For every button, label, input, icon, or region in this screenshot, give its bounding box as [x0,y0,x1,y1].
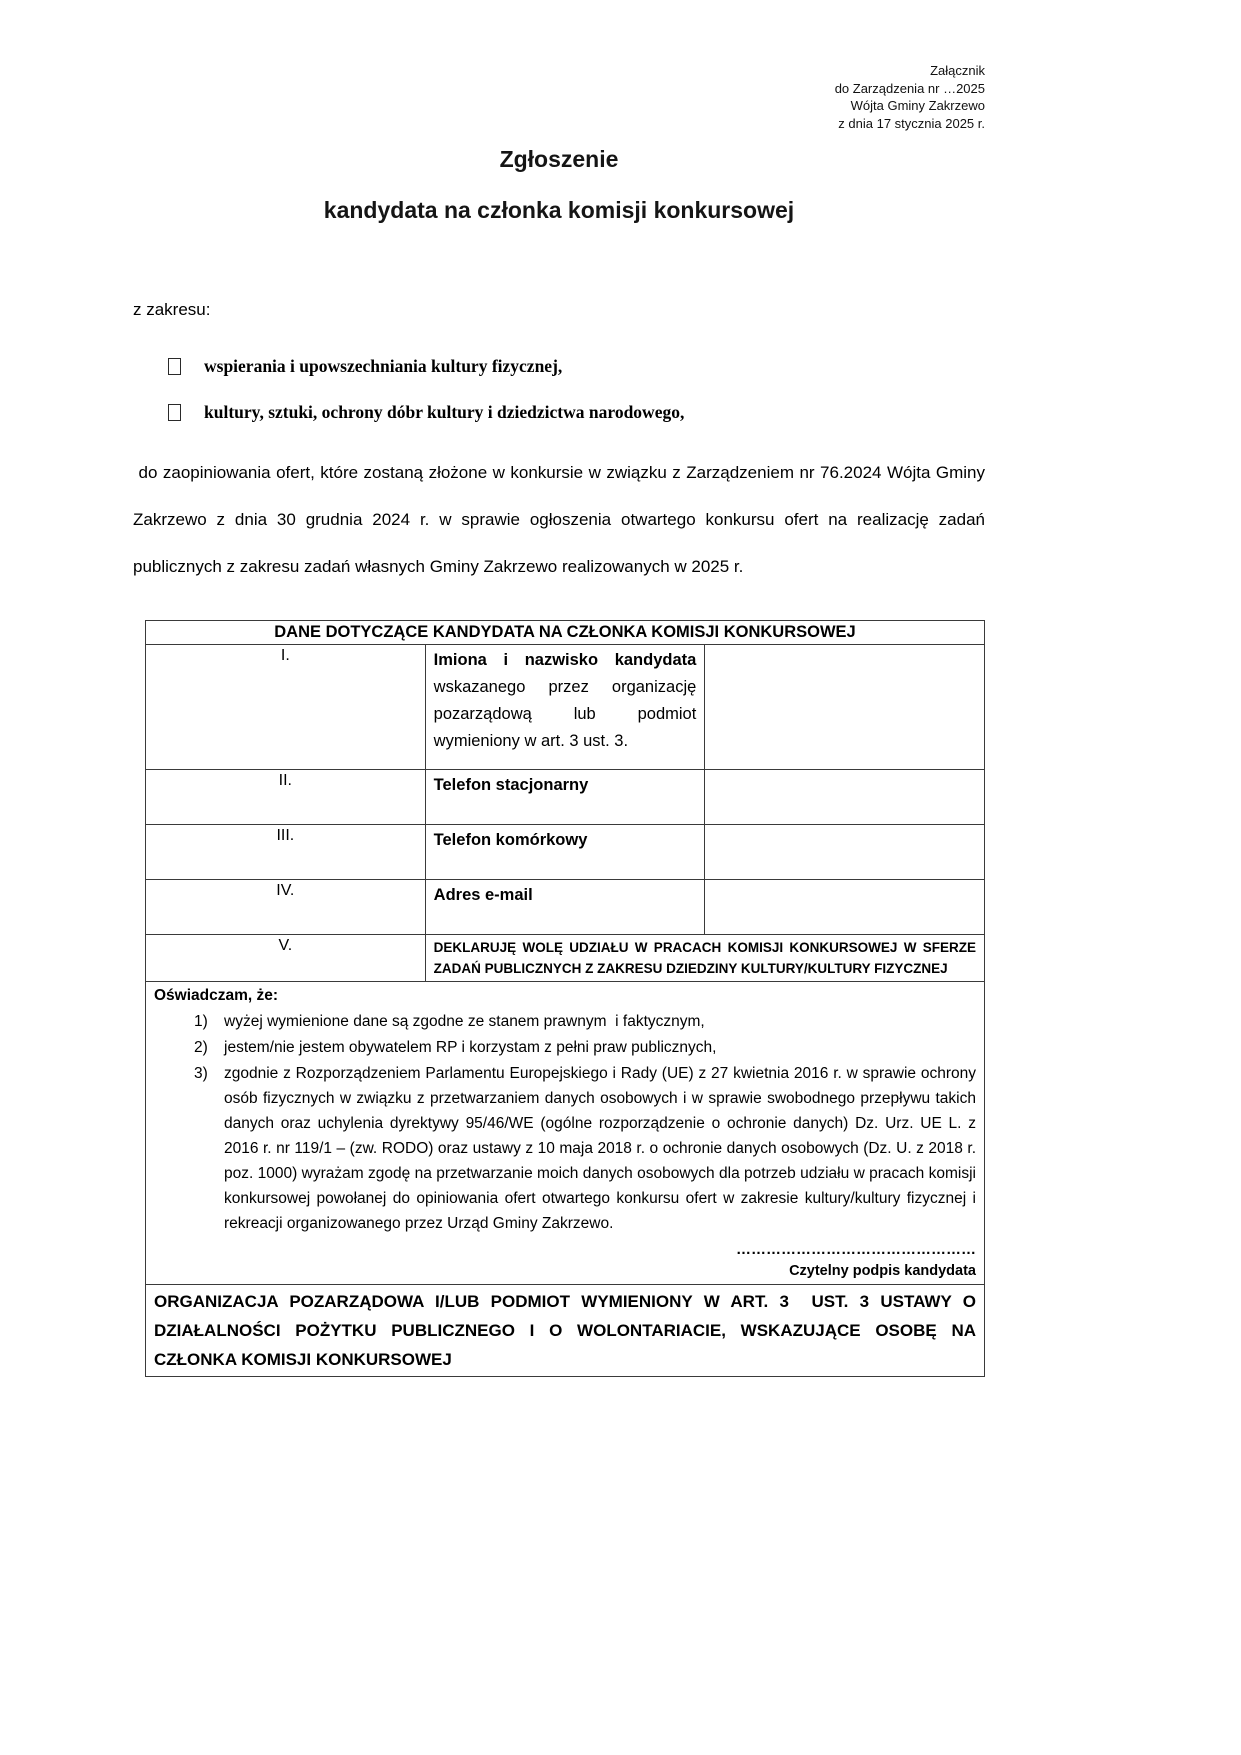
statement-item [154,1009,976,1034]
scope-item [168,402,985,423]
attachment-header-line: Wójta Gminy Zakrzewo [850,98,985,113]
table-title: DANE DOTYCZĄCE KANDYDATA NA CZŁONKA KOMISJI KONKURSOWEJ [146,621,985,645]
row-label [425,825,705,880]
statement-item-number: 3) [194,1065,208,1082]
row-label-bold: Imiona i nazwisko kandydata [433,651,697,669]
row-label [425,645,705,770]
checkbox-icon[interactable] [168,358,181,375]
statement-item-text: wyżej wymienione dane są zgodne ze stanem prawnym i faktycznym, [224,1013,705,1030]
table-header-row [146,621,985,645]
scope-item-text: kultury, sztuki, ochrony dóbr kultury i dziedzictwa narodowego, [204,402,685,422]
signature-line[interactable]: ………………………………………… [736,1241,976,1258]
document-title: Zgłoszenie [499,146,619,172]
statement-item-number: 2) [194,1039,208,1056]
statement-item [154,1061,981,1236]
declaration-row [146,935,985,982]
scope-label: z zakresu: [133,300,211,319]
table-row [146,825,985,880]
row-number: II. [146,770,426,825]
row-number: IV. [146,880,426,935]
row-number: V. [146,935,426,982]
statement-heading: Oświadczam, że: [154,987,279,1004]
statement-item [154,1035,976,1060]
scope-item-text: wspierania i upowszechniania kultury fizycznej, [204,356,563,376]
organization-row [146,1285,985,1377]
statement-cell [146,982,985,1285]
document-subtitle: kandydata na członka komisji konkursowej [323,197,795,223]
mobile-phone-field[interactable] [705,825,985,880]
table-row [146,770,985,825]
row-number: III. [146,825,426,880]
scope-item [168,356,985,377]
row-label-rest: wskazanego przez organizację pozarządową lub podmiot wymieniony w art. 3 ust. 3. [433,678,697,750]
intro-paragraph: do zaopiniowania ofert, które zostaną złożone w konkursie w związku z Zarządzeniem nr 76.2024 Wójta Gminy Zakrzewo z dnia 30 grudnia 2024 r. w sprawie ogłoszenia otwartego konkursu ofert na realizację zadań publicznych z zakresu zadań własnych Gminy Zakrzewo realizowanych w 2025 r. [133,463,990,576]
table-row [146,645,985,770]
attachment-header-line: Załącznik [930,63,985,78]
candidate-name-field[interactable] [705,645,985,770]
attachment-header-line: z dnia 17 stycznia 2025 r. [838,115,985,131]
candidate-table [145,620,985,1377]
row-label [425,770,705,825]
attachment-header [133,62,985,132]
organization-text: ORGANIZACJA POZARZĄDOWA I/LUB PODMIOT WYMIENIONY W ART. 3 UST. 3 USTAWY O DZIAŁALNOŚCI POŻYTKU PUBLICZNEGO I O WOLONTARIACIE, WSKAZUJĄCE OSOBĘ NA CZŁONKA KOMISJI KONKURSOWEJ [146,1285,985,1377]
table-row [146,880,985,935]
checkbox-icon[interactable] [168,404,181,421]
landline-phone-field[interactable] [705,770,985,825]
email-field[interactable] [705,880,985,935]
declaration-text: DEKLARUJĘ WOLĘ UDZIAŁU W PRACACH KOMISJI KONKURSOWEJ W SFERZE ZADAŃ PUBLICZNYCH Z ZAKRESU DZIEDZINY KULTURY/KULTURY FIZYCZNEJ [425,935,984,982]
row-label-bold: Adres e-mail [433,886,533,904]
statement-item-text: jestem/nie jestem obywatelem RP i korzystam z pełni praw publicznych, [224,1039,717,1056]
statement-item-text: zgodnie z Rozporządzeniem Parlamentu Europejskiego i Rady (UE) z 27 kwietnia 2016 r. w sprawie ochrony osób fizycznych w związku z przetwarzaniem danych osobowych i w sprawie swobodnego przepływu takich danych oraz uchylenia dyrektywy 95/46/WE (ogólne rozporządzenie o ochronie danych) Dz. Urz. UE L. z 2016 r. nr 119/1 – (zw. RODO) oraz ustawy z 10 maja 2018 r. o ochronie danych osobowych (Dz. U. z 2018 r. poz. 1000) wyrażam zgodę na przetwarzanie moich danych osobowych dla potrzeb udziału w pracach komisji konkursowej powołanej do opiniowania ofert otwartego konkursu ofert w zakresie kultury/kultury fizycznej i rekreacji organizowanego przez Urząd Gminy Zakrzewo. [224,1065,981,1232]
signature-caption: Czytelny podpis kandydata [789,1263,976,1279]
statement-row [146,982,985,1285]
statement-item-number: 1) [194,1013,208,1030]
row-label-bold: Telefon komórkowy [433,831,588,849]
row-label-bold: Telefon stacjonarny [433,776,589,794]
row-label [425,880,705,935]
attachment-header-line: do Zarządzenia nr …2025 [834,80,985,96]
scope-list [133,356,985,423]
row-number: I. [146,645,426,770]
